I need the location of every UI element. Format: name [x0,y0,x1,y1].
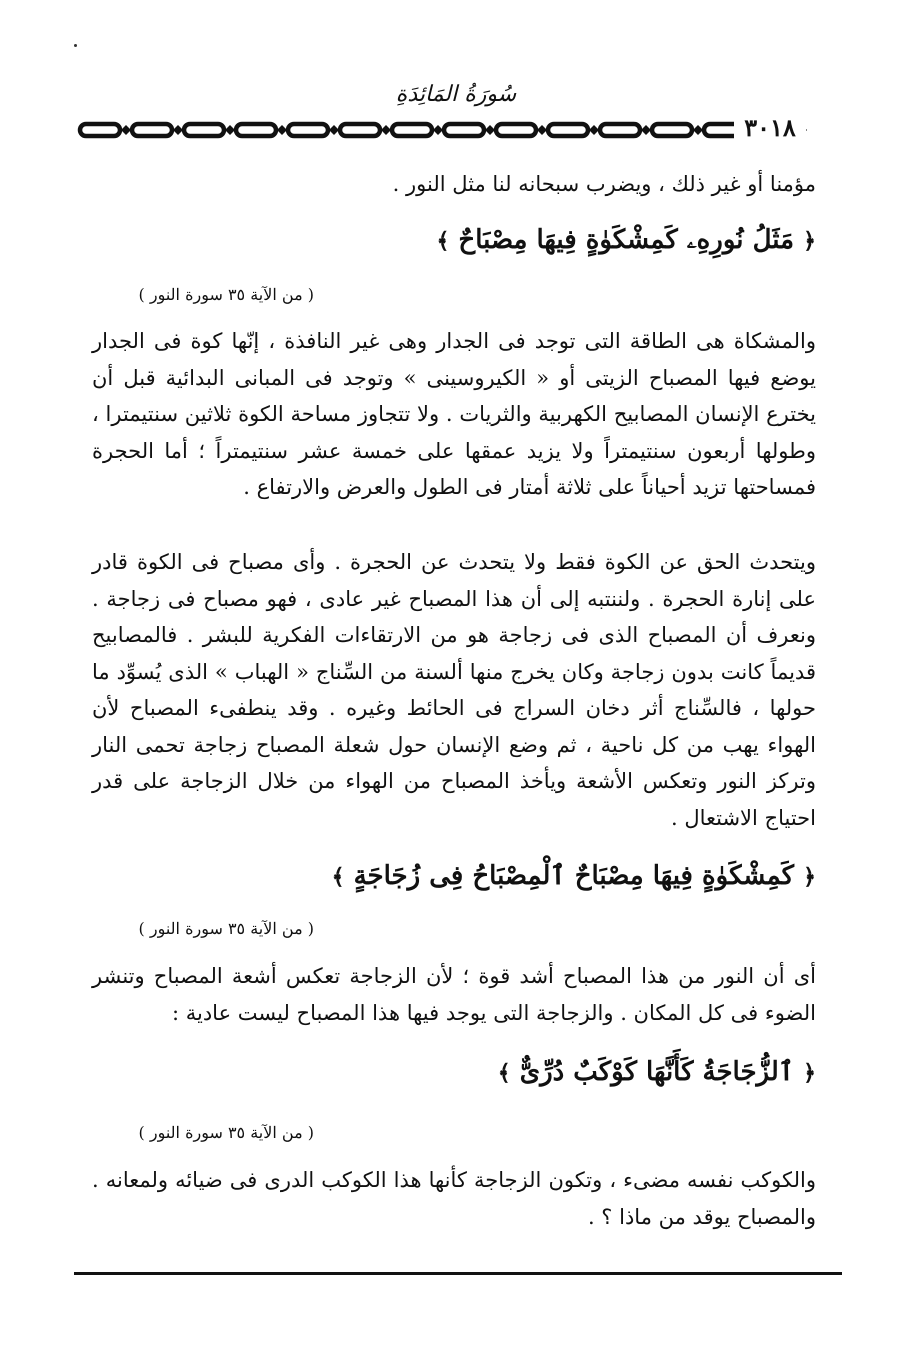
paragraph-glass: أى أن النور من هذا المصباح أشد قوة ؛ لأن الزجاجة تعكس أشعة المصباح وتنشر الضوء فى كل المكان . والزجاجة التى يوجد فيها هذا المصباح ليست عادية : [92,964,816,1025]
paragraph-star: والكوكب نفسه مضىء ، وتكون الزجاجة كأنها هذا الكوكب الدرى فى ضيائه ولمعانه . والمصباح يوقد من ماذا ؟ . [92,1168,816,1229]
chain-diamond [693,125,703,135]
quran-verse-3 [90,1052,816,1093]
chain-link [444,124,484,136]
chain-diamond [589,125,599,135]
chain-diamond [485,125,495,135]
chain-diamond [277,125,287,135]
verse-close-bracket: ﴾ [436,228,450,254]
paragraph-lamp: ويتحدث الحق عن الكوة فقط ولا يتحدث عن الحجرة . وأى مصباح فى الكوة قادر على إنارة الحجرة . ولننتبه إلى أن هذا المصباح غير عادى ، فهو مصباح فى زجاجة . ونعرف أن المصباح الذى فى زجاجة هو من الارتقاءات الفكرية للبشر . فالمصابيح قديماً كانت بدون زجاجة وكان يخرج منها ألسنة من السِّناج « الهباب » الذى يُسوِّد ما حولها ، فالسِّناج أثر دخان السراج فى الحائط وغيره . وقد ينطفىء المصباح لأن الهواء يهب من كل ناحية ، ثم وضع الإنسان حول شعلة المصباح زجاجة تحمى النار وتركز النور وتعكس الأشعة ويأخذ المصباح من الهواء من خلال الزجاجة على قدر احتياج الاشتعال . [92,550,816,830]
verse-reference-3: ( من الآية ٣٥ سورة النور ) [138,1123,314,1142]
paragraph-mishkat: والمشكاة هى الطاقة التى توجد فى الجدار وهى غير النافذة ، إنّها كوة فى الجدار يوضع فيها المصباح الزيتى أو « الكيروسينى » وتوجد فى المبانى البدائية قبل أن يخترع الإنسان المصابيح الكهربية والثريات . ولا تتجاوز مساحة الكوة ثلاثين سنتيمترا ، وطولها أربعون سنتيمتراً ولا يزيد عمقها على خمسة عشر سنتيمتراً ؛ أما الحجرة فمساحتها تزيد أحياناً على ثلاثة أمتار فى الطول والعرض والارتفاع . [92,329,816,499]
chain-link [288,124,328,136]
chain-link [652,124,692,136]
chain-link [548,124,588,136]
chain-diamond [381,125,391,135]
verse-text: كَمِشْكَوٰةٍ فِيهَا مِصْبَاحٌ ٱلْمِصْبَاحُ فِى زُجَاجَةٍ [353,861,795,891]
verse-reference-2: ( من الآية ٣٥ سورة النور ) [138,919,314,938]
verse-open-bracket: ﴿ [803,864,816,890]
chain-link [80,124,120,136]
footer-rule [74,1272,842,1275]
chain-diamond [225,125,235,135]
chain-link [132,124,172,136]
chain-link [600,124,640,136]
print-speck [74,44,77,47]
chain-link [340,124,380,136]
chain-diamond [173,125,183,135]
chain-diamond [433,125,443,135]
verse-close-bracket: ﴾ [331,864,345,890]
surah-title: سُورَةُ المَائِدَةِ [395,82,517,107]
chain-link [392,124,432,136]
verse-open-bracket: ﴿ [803,1060,816,1086]
chain-diamond [329,125,339,135]
chain-diamond [537,125,547,135]
chain-link [496,124,536,136]
paragraph-intro: مؤمنا أو غير ذلك ، ويضرب سبحانه لنا مثل النور . [392,172,816,196]
chain-link [184,124,224,136]
verse-close-bracket: ﴾ [497,1060,511,1086]
quran-verse-2 [90,856,816,897]
quran-verse-1 [90,220,816,261]
page-number: ٣٠١٨ [734,112,806,144]
verse-open-bracket: ﴿ [803,228,816,254]
chain-diamond [641,125,651,135]
verse-reference-1: ( من الآية ٣٥ سورة النور ) [138,285,314,304]
chain-link [236,124,276,136]
chain-diamond [121,125,131,135]
verse-text: مَثَلُ نُورِهِۦ كَمِشْكَوٰةٍ فِيهَا مِصْبَاحٌ [458,225,795,255]
header-chain-ornament [76,116,836,144]
verse-text: ٱلزُّجَاجَةُ كَأَنَّهَا كَوْكَبٌ دُرِّىٌّ [519,1057,795,1087]
